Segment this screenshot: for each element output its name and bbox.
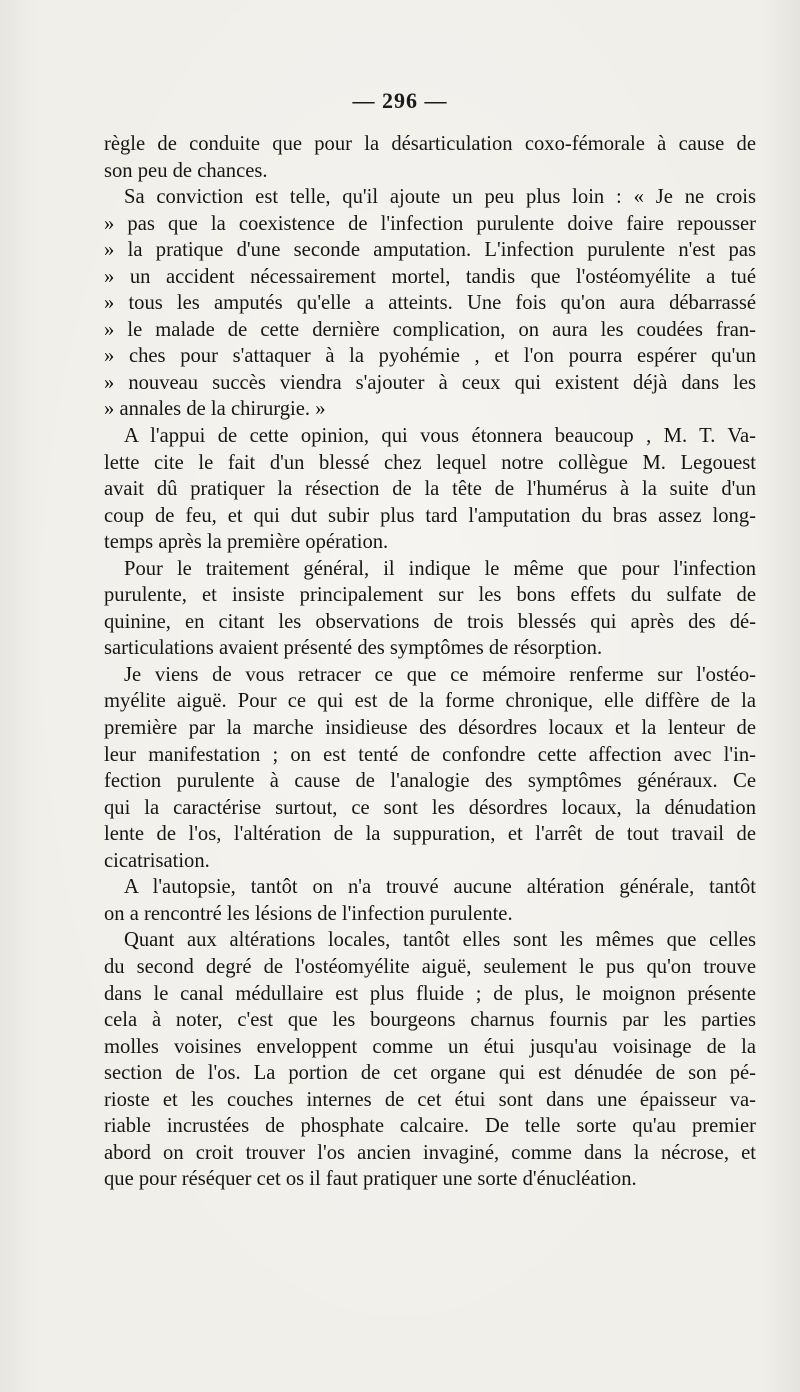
text-line: Je viens de vous retracer ce que ce mémoire renferme sur l'ostéo- <box>124 663 756 686</box>
text-line: rioste et les couches internes de cet étui sont dans une épaisseur va- <box>104 1088 756 1111</box>
text-line: fection purulente à cause de l'analogie des symptômes généraux. Ce <box>104 770 756 793</box>
text-line: riable incrustées de phosphate calcaire. De telle sorte qu'au premier <box>104 1115 756 1138</box>
text-line: » tous les amputés qu'elle a atteints. Une fois qu'on aura débarrassé <box>104 292 756 315</box>
text-line: » le malade de cette dernière complication, on aura les coudées fran- <box>104 318 756 341</box>
text-line: coup de feu, et qui dut subir plus tard l'amputation du bras assez long- <box>104 504 756 527</box>
text-line: » ches pour s'attaquer à la pyohémie , et l'on pourra espérer qu'un <box>104 345 756 368</box>
text-line: A l'appui de cette opinion, qui vous étonnera beaucoup , M. T. Va- <box>124 425 756 448</box>
text-line: lente de l'os, l'altération de la suppuration, et l'arrêt de tout travail de <box>104 823 756 846</box>
text-line: que pour réséquer cet os il faut pratiquer une sorte d'énucléation. <box>104 1168 637 1191</box>
text-line: myélite aiguë. Pour ce qui est de la forme chronique, elle diffère de la <box>104 690 756 713</box>
text-line: » nouveau succès viendra s'ajouter à ceux qui existent déjà dans les <box>104 371 756 394</box>
text-line: quinine, en citant les observations de trois blessés qui après des dé- <box>104 610 756 633</box>
body-text <box>104 131 756 1193</box>
text-line: Quant aux altérations locales, tantôt elles sont les mêmes que celles <box>124 929 756 952</box>
text-line: » un accident nécessairement mortel, tandis que l'ostéomyélite a tué <box>104 265 756 288</box>
text-line: sarticulations avaient présenté des symptômes de résorption. <box>104 637 603 660</box>
text-line: » la pratique d'une seconde amputation. L'infection purulente n'est pas <box>104 239 756 262</box>
text-line: » annales de la chirurgie. » <box>104 398 326 421</box>
text-line: on a rencontré les lésions de l'infection purulente. <box>104 902 513 925</box>
text-line: section de l'os. La portion de cet organe qui est dénudée de son pé- <box>104 1062 756 1085</box>
text-line: qui la caractérise surtout, ce sont les désordres locaux, la dénudation <box>104 796 756 819</box>
text-line: du second degré de l'ostéomyélite aiguë, seulement le pus qu'on trouve <box>104 955 756 978</box>
text-line: temps après la première opération. <box>104 531 389 554</box>
text-line: A l'autopsie, tantôt on n'a trouvé aucune altération générale, tantôt <box>124 876 756 899</box>
text-line: règle de conduite que pour la désarticulation coxo-fémorale à cause de <box>104 133 756 155</box>
text-line: molles voisines enveloppent comme un étui jusqu'au voisinage de la <box>104 1035 756 1058</box>
text-line: première par la marche insidieuse des désordres locaux et la lenteur de <box>104 717 756 740</box>
text-line: son peu de chances. <box>104 159 268 182</box>
text-line: leur manifestation ; on est tenté de confondre cette affection avec l'in- <box>104 743 756 766</box>
text-line: avait dû pratiquer la résection de la tête de l'humérus à la suite d'un <box>104 478 756 501</box>
text-line: dans le canal médullaire est plus fluide ; de plus, le moignon présente <box>104 982 756 1005</box>
text-line: » pas que la coexistence de l'infection purulente doive faire repousser <box>104 212 756 235</box>
text-line: Pour le traitement général, il indique le même que pour l'infection <box>124 557 756 580</box>
text-line: abord on croit trouver l'os ancien invaginé, comme dans la nécrose, et <box>104 1141 756 1164</box>
text-line: cicatrisation. <box>104 849 210 872</box>
page-number: — 296 — <box>352 88 448 113</box>
text-line: purulente, et insiste principalement sur les bons effets du sulfate de <box>104 584 756 607</box>
text-line: cela à noter, c'est que les bourgeons charnus fournis par les parties <box>104 1009 756 1032</box>
text-line: Sa conviction est telle, qu'il ajoute un peu plus loin : « Je ne crois <box>124 186 756 209</box>
text-line: lette cite le fait d'un blessé chez lequel notre collègue M. Legouest <box>104 451 756 474</box>
